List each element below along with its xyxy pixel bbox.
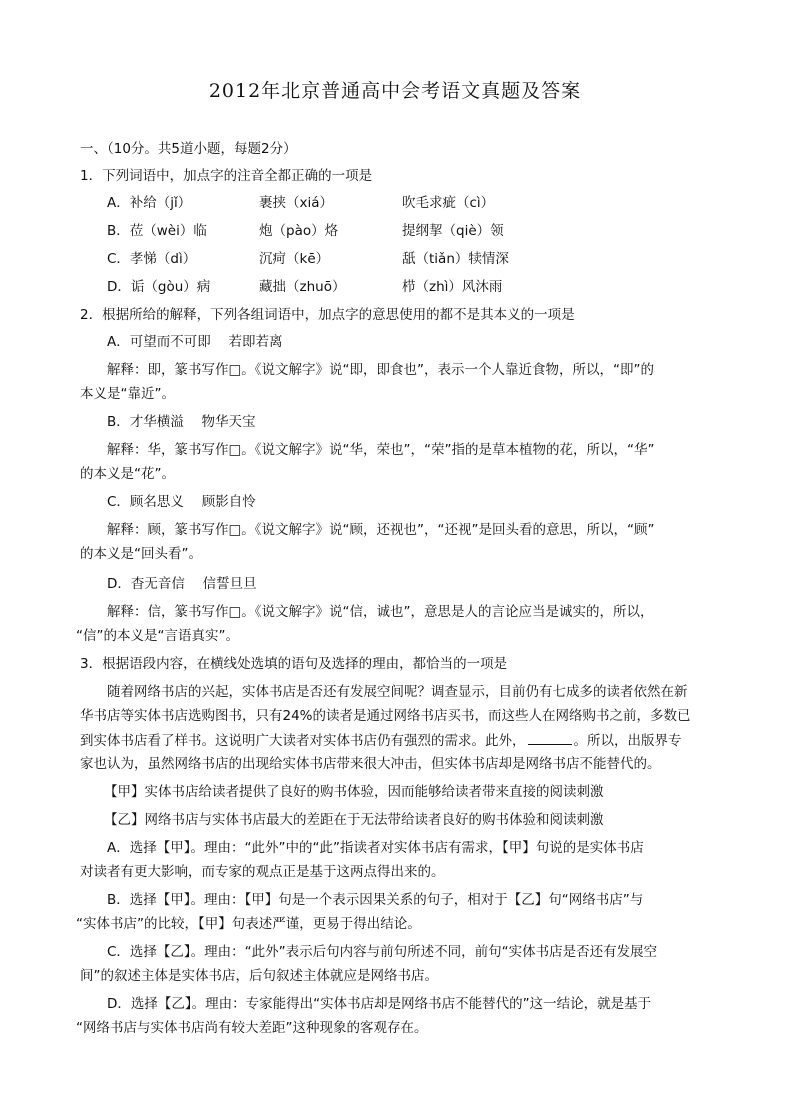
question-1-stem: 1．下列词语中，加点字的注音全都正确的一项是 [80,168,373,184]
option-d3: 栉（zhì）风沐雨 [402,279,503,295]
q3-option-c-cont: 间”的叙述主体是实体书店，后句叙述主体就应是网络书店。 [80,968,438,984]
option-b2: 炮（pào）烙 [259,223,339,239]
question-2-stem: 2．根据所给的解释，下列各组词语中，加点字的意思使用的都不是其本义的一项是 [80,307,575,323]
q2-option-c: C．顾名思义 顾影自怜 [107,494,256,510]
q3-candidate-yi: 【乙】网络书店与实体书店最大的差距在于无法带给读者良好的购书体验和阅读刺激 [104,812,604,828]
question-3-stem: 3．根据语段内容，在横线处选填的语句及选择的理由，都恰当的一项是 [80,656,508,672]
option-c1: C．孝悌（dì） [107,251,197,267]
q2-d-explanation: 解释：信，篆书写作□。《说文解字》说“信，诚也”，意思是人的言论应当是诚实的，所以， [107,604,654,620]
option-a2: 裹挟（xiá） [259,195,334,211]
q3-candidate-jia: 【甲】实体书店给读者提供了良好的购书体验，因而能够给读者带来直接的阅读刺激 [104,784,604,800]
q2-d-explanation-cont: “信”的本义是“言语真实”。 [76,628,239,644]
option-b3: 提纲挈（qiè）领 [402,223,504,239]
q2-option-a: A．可望而不可即 若即若离 [107,334,283,350]
q3-passage-line-with-blank [80,732,682,749]
q2-a-explanation-cont: 本义是“靠近”。 [80,386,175,402]
q2-option-b: B．才华横溢 物华天宝 [107,414,256,430]
page-title: 2012年北京普通高中会考语文真题及答案 [208,80,582,102]
option-b1: B．莅（wèi）临 [107,223,207,239]
q3-passage-line: 家也认为，虽然网络书店的出现给实体书店带来很大冲击，但实体书店却是网络书店不能替代的。 [80,756,661,772]
q2-c-explanation-cont: 的本义是“回头看”。 [80,546,202,562]
q3-passage-line: 随着网络书店的兴起，实体书店是否还有发展空间呢？调查显示，目前仍有七成多的读者依然在新 [107,684,688,700]
q2-option-d: D．杳无音信 信誓旦旦 [107,576,257,592]
q2-b-explanation: 解释：华，篆书写作□。《说文解字》说“华，荣也”，“荣”指的是草本植物的花，所以，“华” [107,442,655,458]
q3-option-d: D．选择【乙】。理由：专家能得出“实体书店却是网络书店不能替代的”这一结论，就是基于 [107,996,652,1012]
option-a3: 吹毛求疵（cì） [402,195,495,211]
q2-b-explanation-cont: 的本义是“花”。 [80,466,175,482]
section-header: 一、（10分。共5道小题，每题2分） [80,141,297,157]
option-c2: 沉疴（kē） [259,251,330,267]
q3-option-c: C．选择【乙】。理由：“此外”表示后句内容与前句所述不同，前句“实体书店是否还有发展空 [107,944,658,960]
q3-passage-before-blank: 到实体书店看了样书。这说明广大读者对实体书店仍有强烈的需求。此外， [80,733,526,749]
q3-option-d-cont: “网络书店与实体书店尚有较大差距”这种现象的客观存在。 [76,1020,428,1036]
q3-option-b: B．选择【甲】。理由：【甲】句是一个表示因果关系的句子，相对于【乙】句“网络书店”与 [107,892,644,908]
q2-c-explanation: 解释：顾，篆书写作□。《说文解字》说“顾，还视也”，“还视”是回头看的意思，所以，“顾” [107,522,655,538]
q3-option-b-cont: “实体书店”的比较，【甲】句表述严谨，更易于得出结论。 [76,916,421,932]
q3-option-a-cont: 对读者有更大影响，而专家的观点正是基于这两点得出来的。 [80,864,445,880]
option-d1: D．诟（gòu）病 [107,279,211,295]
option-d2: 藏拙（zhuō） [259,279,346,295]
option-c3: 舐（tiǎn）犊情深 [402,251,509,267]
option-a1: A．补给（jǐ） [107,195,192,211]
q3-passage-after-blank: 。所以，出版界专 [573,733,682,749]
fill-in-blank [528,732,572,745]
q3-passage-line: 华书店等实体书店选购图书，只有24%的读者是通过网络书店买书，而这些人在网络购书之前，多数已 [80,708,691,724]
q3-option-a: A．选择【甲】。理由：“此外”中的“此”指读者对实体书店有需求，【甲】句说的是实体书店 [107,840,644,856]
q2-a-explanation: 解释：即，篆书写作□。《说文解字》说“即，即食也”，表示一个人靠近食物，所以，“即”的 [107,362,654,378]
